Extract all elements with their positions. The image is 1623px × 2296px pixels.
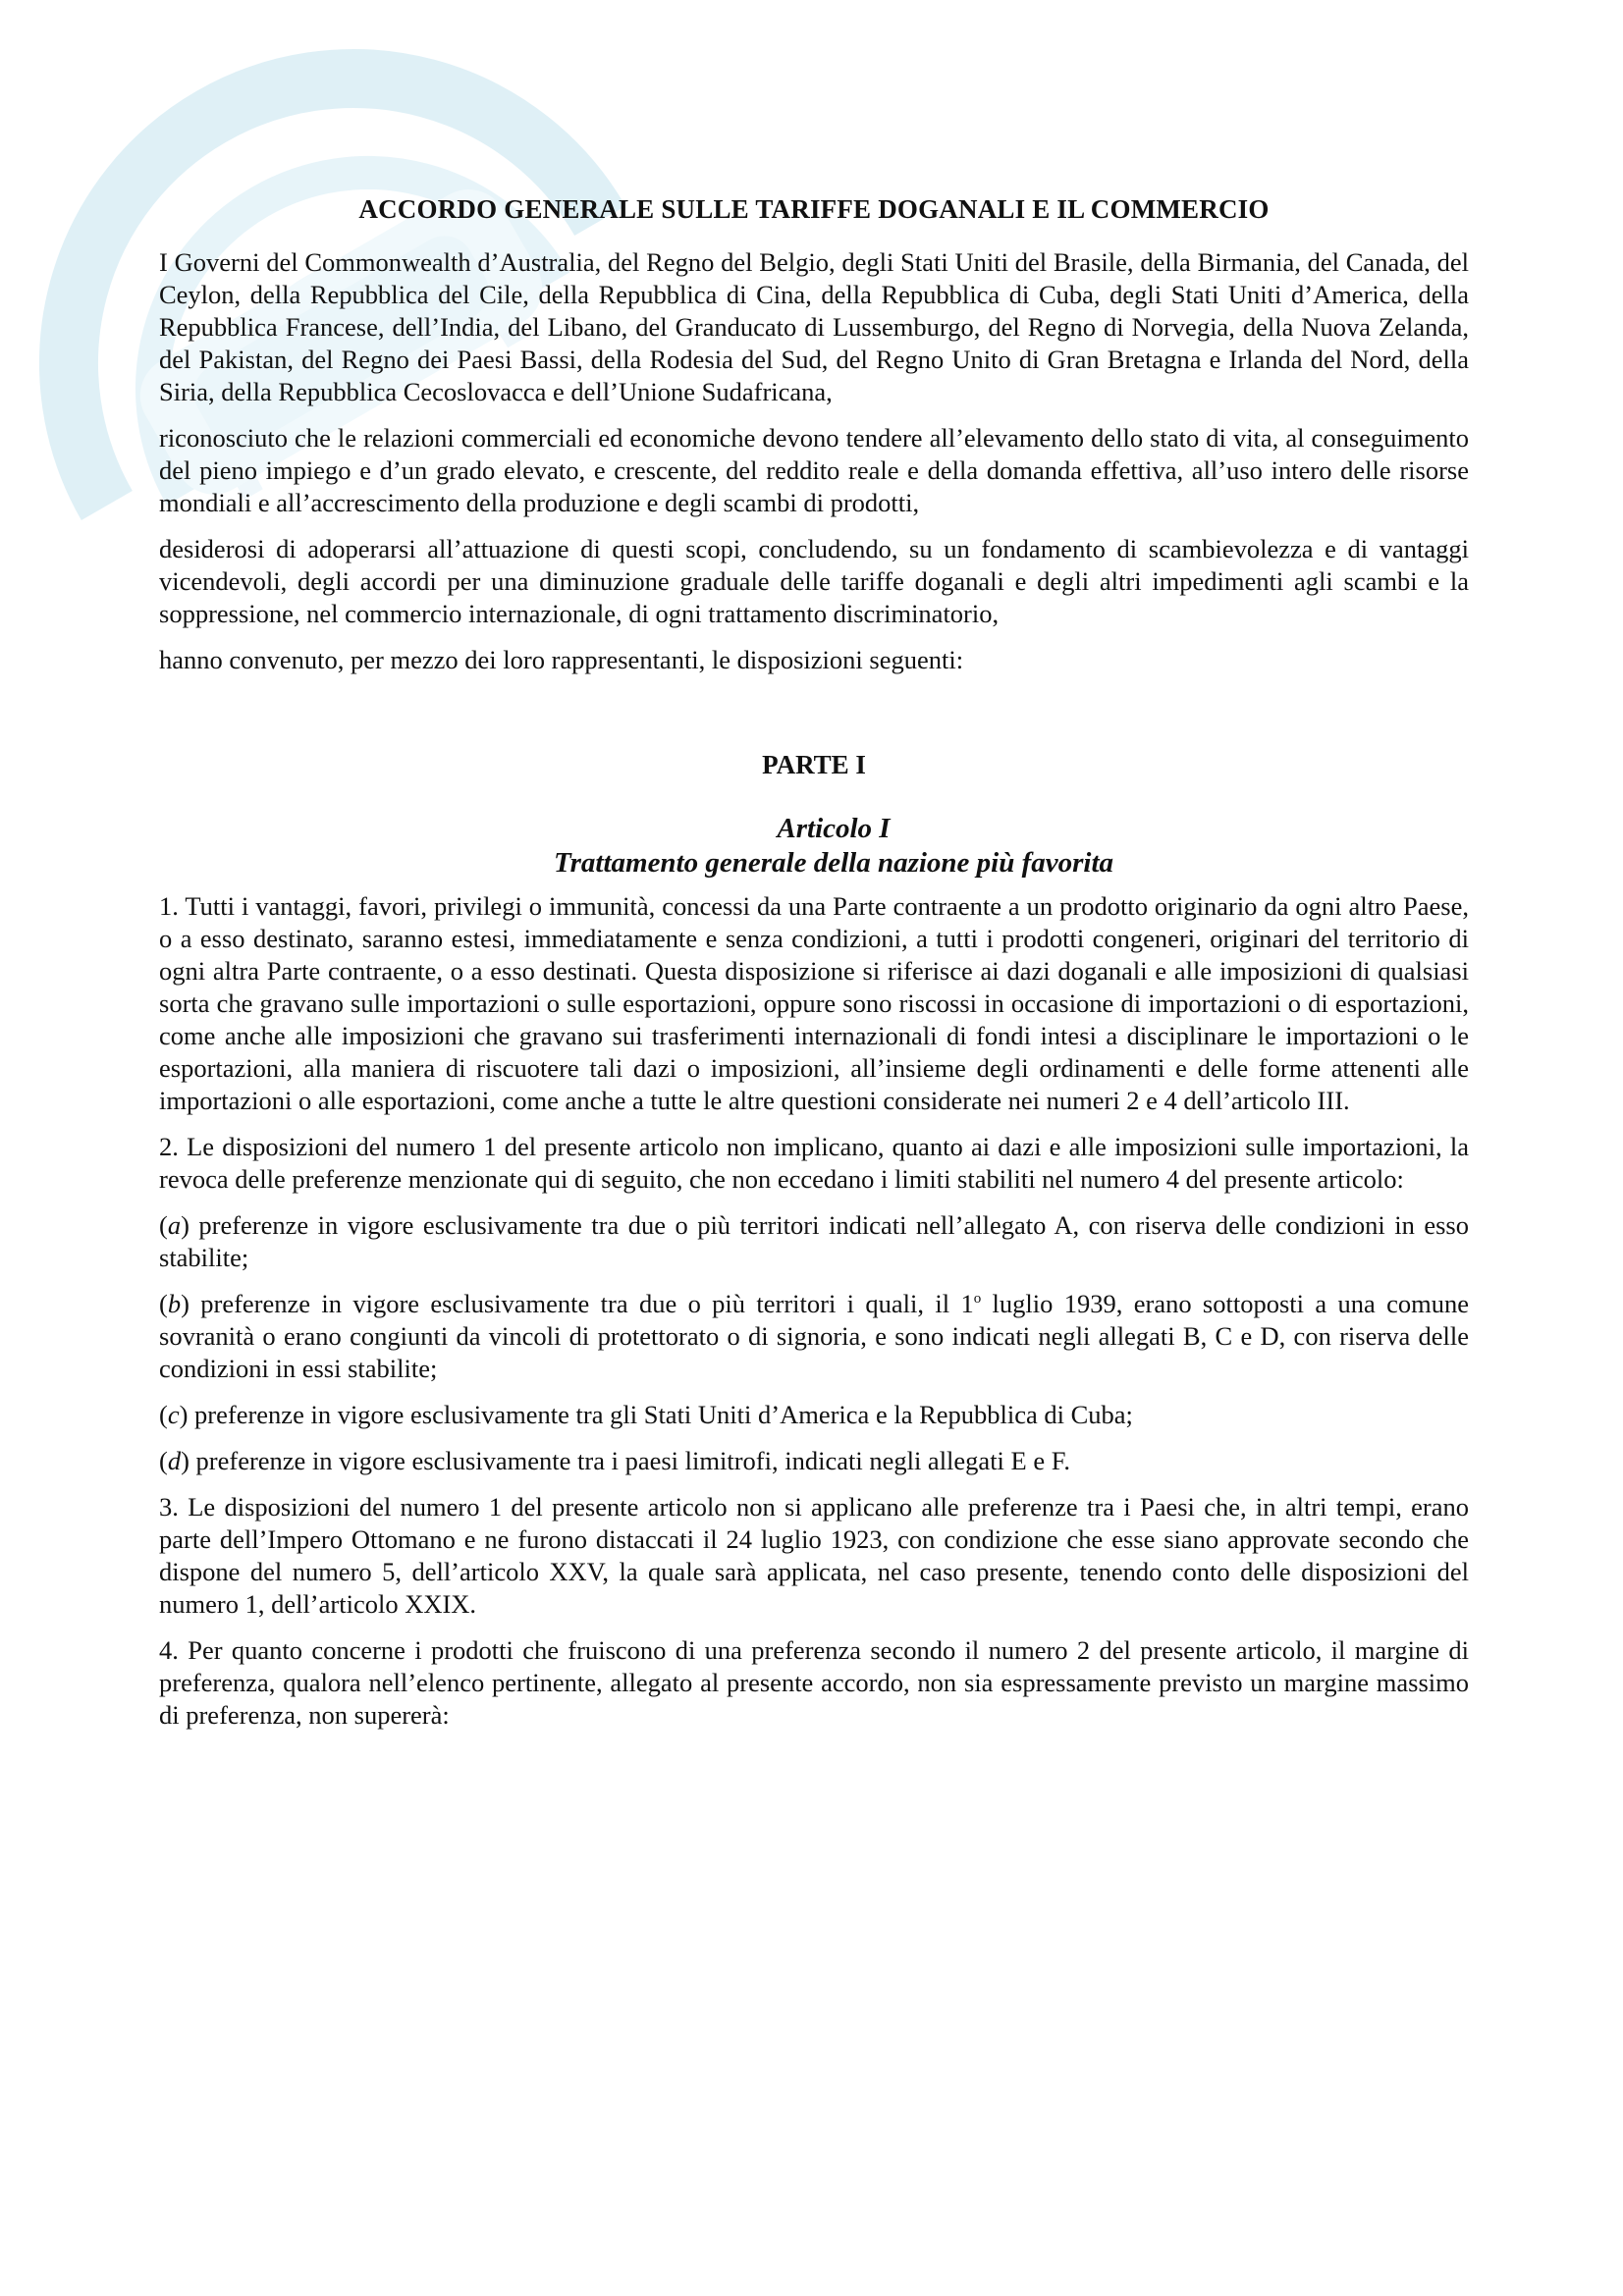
list-item-label: b: [167, 1289, 182, 1318]
article-paragraph-4: 4. Per quanto concerne i prodotti che fruiscono di una preferenza secondo il numero 2 del presente articolo, il margine di preferenza, qualora nell’elenco pertinente, allegato al presente accordo, non sia espressamente previsto un margine massimo di preferenza, non supererà:: [159, 1635, 1469, 1730]
ordinal-indicator: o: [973, 1291, 982, 1308]
article-paragraph-1: 1. Tutti i vantaggi, favori, privilegi o immunità, concessi da una Parte contraente a un prodotto originario da ogni altro Paese, o a esso destinato, saranno estesi, immediatamente e senza condizioni, a tutti i prodotti congeneri, originari del territorio di ogni altra Parte contraente, o a esso destinati. Questa disposizione si riferisce ai dazi doganali e alle imposizioni di qualsiasi sorta che gravano sulle importazioni o sulle esportazioni, oppure sono riscossi in occasione di importazioni o di esportazioni, come anche alle imposizioni che gravano sui trasferimenti internazionali di fondi intesi a disciplinare le importazioni o le esportazioni, alla maniera di riscuotere tali dazi o imposizioni, all’insieme degli ordinamenti e delle forme attenenti alle importazioni o alle esportazioni, come anche a tutte le altre questioni considerate nei numeri 2 e 4 dell’articolo III.: [159, 891, 1469, 1115]
list-item-text: preferenze in vigore esclusivamente tra gli Stati Uniti d’America e la Repubblica di Cuba;: [188, 1400, 1133, 1429]
part-title: PARTE I: [762, 750, 866, 779]
article-heading: Trattamento generale della nazione più favorita: [553, 847, 1114, 879]
list-item-c: (c) preferenze in vigore esclusivamente tra gli Stati Uniti d’America e la Repubblica di Cuba;: [159, 1400, 1133, 1429]
list-item-text: luglio 1939, erano sottoposti a una comune sovranità o erano congiunti da vincoli di protettorato o di signoria, e sono indicati negli allegati B, C e D, con riserva delle condizioni in essi stabilite;: [159, 1289, 1469, 1383]
list-item-a: (a) preferenze in vigore esclusivamente tra due o più territori indicati nell’allegato A, con riserva delle condizioni in esso stabilite;: [159, 1210, 1469, 1272]
preamble-paragraph: riconosciuto che le relazioni commerciali ed economiche devono tendere all’elevamento dello stato di vita, al conseguimento del pieno impiego e d’un grado elevato, e crescente, del reddito reale e della domanda effettiva, all’uso intero delle risorse mondiali e all’accrescimento della produzione e degli scambi di prodotti,: [159, 423, 1469, 517]
preamble-paragraph: hanno convenuto, per mezzo dei loro rappresentanti, le disposizioni seguenti:: [159, 645, 964, 674]
list-item-d: (d) preferenze in vigore esclusivamente tra i paesi limitrofi, indicati negli allegati E e F.: [159, 1446, 1070, 1475]
preamble-paragraph: desiderosi di adoperarsi all’attuazione di questi scopi, concludendo, su un fondamento di scambievolezza e di vantaggi vicendevoli, degli accordi per una diminuzione graduale delle tariffe doganali e degli altri impedimenti agli scambi e la soppressione, nel commercio internazionale, di ogni trattamento discriminatorio,: [159, 534, 1469, 628]
list-item-label: a: [167, 1210, 182, 1240]
article-paragraph-2: 2. Le disposizioni del numero 1 del presente articolo non implicano, quanto ai dazi e alle imposizioni sulle importazioni, la revoca delle preferenze menzionate qui di seguito, che non eccedano i limiti stabiliti nel numero 4 del presente articolo:: [159, 1132, 1469, 1194]
list-item-text: preferenze in vigore esclusivamente tra i paesi limitrofi, indicati negli allegati E e F.: [189, 1446, 1070, 1475]
article-number: Articolo I: [777, 813, 891, 844]
list-item-b: (b) preferenze in vigore esclusivamente tra due o più territori i quali, il 1$^o$ luglio 1939, erano sottoposti a una comune sovranità o erano congiunti da vincoli di protettorato o di signoria, e sono indicati negli allegati B, C e D, con riserva delle condizioni in essi stabilite;: [159, 1289, 1469, 1383]
document-title: ACCORDO GENERALE SULLE TARIFFE DOGANALI E IL COMMERCIO: [358, 194, 1270, 224]
list-item-text: preferenze in vigore esclusivamente tra due o più territori indicati nell’allegato A, con riserva delle condizioni in esso stabilite;: [159, 1210, 1469, 1272]
list-item-label: d: [167, 1446, 182, 1475]
list-item-label: c: [167, 1400, 180, 1429]
list-item-text: preferenze in vigore esclusivamente tra due o più territori i quali, il 1: [189, 1289, 974, 1318]
document-page: [159, 191, 1469, 1745]
preamble-paragraph: I Governi del Commonwealth d’Australia, del Regno del Belgio, degli Stati Uniti del Brasile, della Birmania, del Canada, del Ceylon, della Repubblica del Cile, della Repubblica di Cina, della Repubblica di Cuba, degli Stati Uniti d’America, della Repubblica Francese, dell’India, del Libano, del Granducato di Lussemburgo, del Regno di Norvegia, della Nuova Zelanda, del Pakistan, del Regno dei Paesi Bassi, della Rodesia del Sud, del Regno Unito di Gran Bretagna e Irlanda del Nord, della Siria, della Repubblica Cecoslovacca e dell’Unione Sudafricana,: [159, 247, 1469, 406]
article-paragraph-3: 3. Le disposizioni del numero 1 del presente articolo non si applicano alle preferenze tra i Paesi che, in altri tempi, erano parte dell’Impero Ottomano e ne furono distaccati il 24 luglio 1923, con condizione che esse siano approvate secondo che dispone del numero 5, dell’articolo XXV, la quale sarà applicata, nel caso presente, tenendo conto delle disposizioni del numero 1, dell’articolo XXIX.: [159, 1492, 1469, 1619]
